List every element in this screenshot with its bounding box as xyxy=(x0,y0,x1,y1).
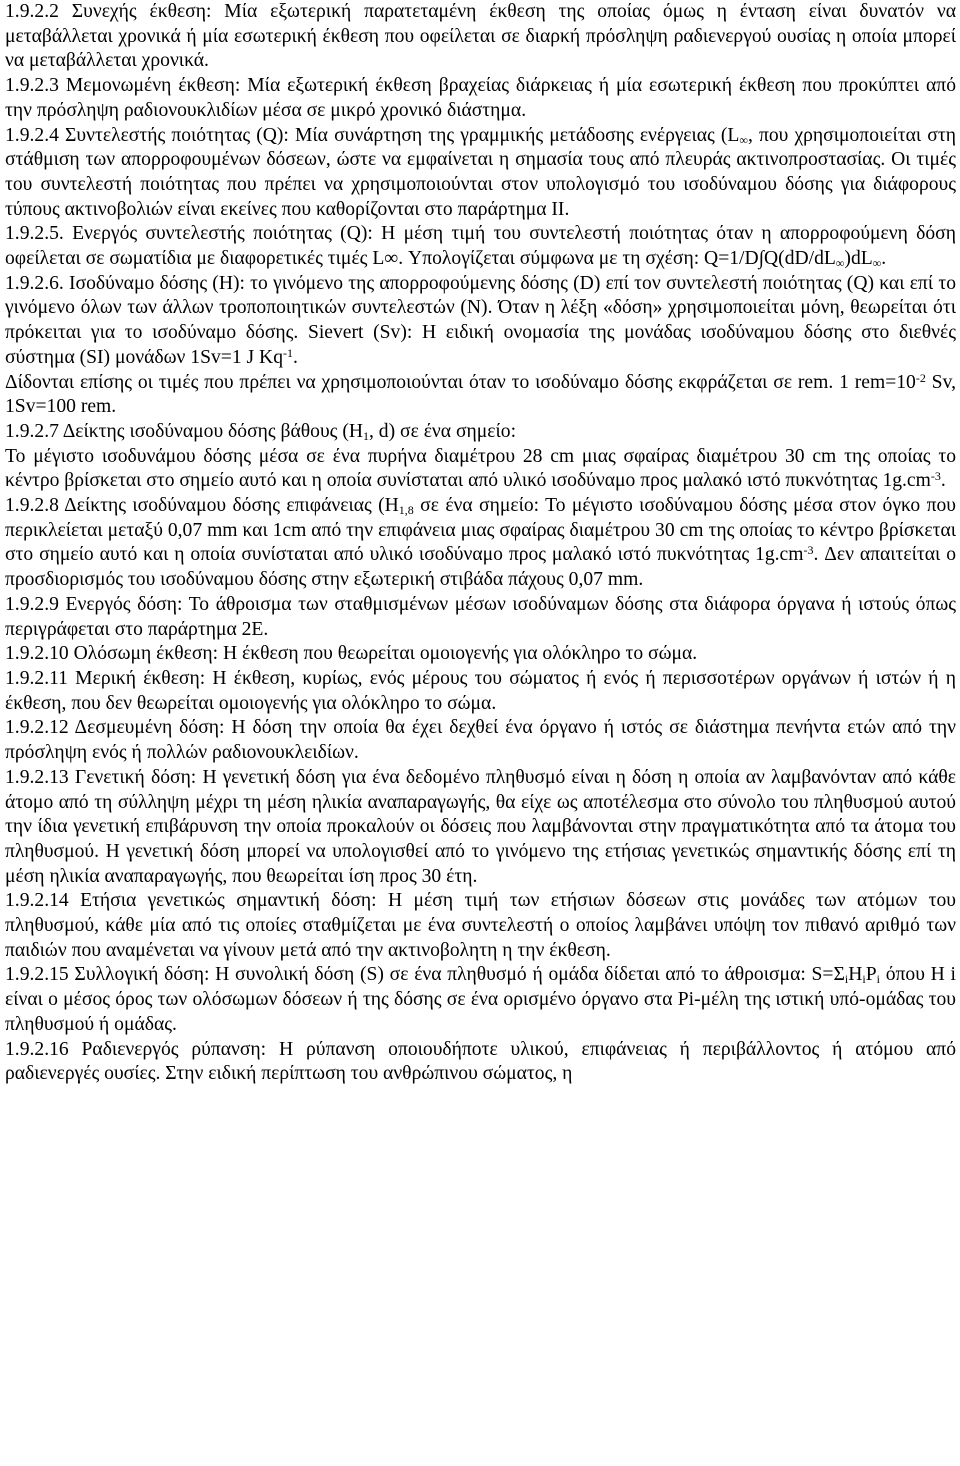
section-text: . Δεν απαιτείται ο προσδιορισμός του ισοδύναμου δόσης στην εξωτερική στιβάδα πάχους 0,07 mm. xyxy=(5,544,957,591)
section-1-9-2-3 xyxy=(5,74,956,123)
section-1-9-2-2 xyxy=(5,0,956,74)
section-text: 1.9.2.3 Μεμονωμένη έκθεση: Μία εξωτερική έκθεση βραχείας διάρκειας ή μία εσωτερική έκθεση που προκύπτει από την πρόσληψη ραδιονουκλιδίων μέσα σε μικρό χρονικό διάστημα. xyxy=(5,75,956,121)
section-text: , που χρησιμοποιείται στη στάθμιση των απορροφουμένων δόσεων, ώστε να εμφαίνεται η σημασία τους από πλευράς ακτινοπροστασίας. Οι τιμές του συντελεστή ποιότητας που πρέπει να χρησιμοποιούνται στον υπολογισμό του ισοδύναμου δόσης για διάφορους τύπους ακτινοβολιών είναι εκείνες που καθορίζονται στο παράρτημα ΙΙ. xyxy=(5,124,956,220)
subscript: 1,8 xyxy=(398,503,414,518)
section-text: 1.9.2.2 Συνεχής έκθεση: Μία εξωτερική παρατεταμένη έκθεση της οποίας όμως η ένταση είναι δυνατόν να μεταβάλλεται χρονικά ή μία εσωτερική έκθεση που οφείλεται σε διαρκή πρόσληψη ραδιενεργού ουσίας η οποία μπορεί να μεταβάλλεται χρονικά. xyxy=(5,1,956,72)
section-text: όπου Η i είναι ο μέσος όρος των ολόσωμων δόσεων ή της δόσης σε ένα ορισμένο όργανο στα Pi-μέλη της ιστική υπό-ομάδας του πληθυσμού ή ομάδας. xyxy=(5,964,956,1035)
subscript: i xyxy=(844,972,849,987)
section-text: Η xyxy=(848,964,863,986)
subscript: ∞ xyxy=(872,256,882,271)
section-1-9-2-4 xyxy=(5,124,956,223)
section-text: σε ένα σημείο: Το μέγιστο ισοδύναμου δόσης μέσα στον όγκο που περικλείεται μεταξύ 0,07 mm και 1cm από την επιφάνεια μιας σφαίρας διαμέτρου 30 cm της οποίας το κέντρο βρίσκεται στο σημείο αυτό και η οποία συνίσταται από υλικό ισοδύναμο προς μαλακό ιστό πυκνότητας 1g.cm xyxy=(5,495,956,566)
subscript: ∞ xyxy=(835,256,845,271)
section-1-9-2-6 xyxy=(5,272,956,371)
section-1-9-2-15 xyxy=(5,963,956,1037)
section-text: )dL xyxy=(844,248,873,270)
section-1-9-2-9 xyxy=(5,593,956,642)
section-text: 1.9.2.12 Δεσμευμένη δόση: Η δόση την οποία θα έχει δεχθεί ένα όργανο ή ιστός σε διάστημα πενήντα ετών από την πρόσληψη ενός ή πολλών ραδιονουκλειδίων. xyxy=(5,717,956,764)
section-1-9-2-16 xyxy=(5,1038,956,1087)
section-1-9-2-10 xyxy=(5,642,956,667)
section-text: 1.9.2.7 Δείκτης ισοδύναμου δόσης βάθους (Η xyxy=(5,420,363,442)
section-text: 1.9.2.9 Ενεργός δόση: Το άθροισμα των σταθμισμένων μέσων ισοδύναμων δόσης στα διάφορα όργανα ή ιστούς όπως περιγράφεται στο παράρτημα 2Ε. xyxy=(5,593,956,640)
subscript: ∞ xyxy=(739,132,748,147)
section-text: 1.9.2.8 Δείκτης ισοδύναμου δόσης επιφάνειας (Η xyxy=(5,495,399,517)
section-1-9-2-13 xyxy=(5,766,956,890)
section-1-9-2-14 xyxy=(5,889,956,963)
superscript: -1 xyxy=(283,345,294,360)
section-1-9-2-6-rem xyxy=(5,371,956,420)
section-text: 1.9.2.16 Ραδιενεργός ρύπανση: Η ρύπανση οποιουδήποτε υλικού, επιφάνειας ή περιβάλλοντος ή ατόμου από ραδιενεργές ουσίες. Στην ειδική περίπτωση του ανθρώπινου σώματος, η xyxy=(5,1038,956,1085)
subscript: 1 xyxy=(363,428,369,443)
section-text: 1.9.2.14 Ετήσια γενετικώς σημαντική δόση: Η μέση τιμή των ετήσιων δόσεων στις μονάδες των ατόμων του πληθυσμού, κάθε μία από τις οποίες σταθμίζεται με ένα συντελεστή ο οποίος λαμβάνει υπόψη τον πιθανό αριθμό των παιδιών που αναμένεται να γίνουν μετά από την ακτινοβολητη η την έκθεση. xyxy=(5,890,956,961)
section-text: . xyxy=(293,346,298,368)
section-text: 1.9.2.4 Συντελεστής ποιότητας (Q): Μία συνάρτηση της γραμμικής μετάδοσης ενέργειας (L xyxy=(5,124,740,146)
section-text: Sv, 1Sv=100 rem. xyxy=(5,371,957,418)
section-text: 1.9.2.15 Συλλογική δόση: Η συνολική δόση (S) σε ένα πληθυσμό ή ομάδα δίδεται από το άθροισμα: S=Σ xyxy=(5,964,845,986)
section-1-9-2-7-body xyxy=(5,445,956,494)
section-text: 1.9.2.5. Ενεργός συντελεστής ποιότητας (Q): Η μέση τιμή του συντελεστή ποιότητας όταν η απορροφούμενη δόση οφείλεται σε σωματίδια με διαφορετικές τιμές L∞. Υπολογίζεται σύμφωνα με τη σχέση: Q=1/D∫Q(dD/dL xyxy=(5,223,956,270)
section-text: Το μέγιστο ισοδυνάμου δόσης μέσα σε ένα πυρήνα διαμέτρου 28 cm μιας σφαίρας διαμέτρου 30 cm της οποίας το κέντρο βρίσκεται στο σημείο αυτό και η οποία συνίσταται από υλικό ισοδύναμο προς μαλακό ιστό πυκνότητας 1g.cm xyxy=(5,445,956,492)
section-text: . xyxy=(940,470,946,492)
section-text: 1.9.2.11 Μερική έκθεση: Η έκθεση, κυρίως, ενός μέρους του σώματος ή ενός ή περισσοτέρων οργάνων ή ιστών ή η έκθεση, που δεν θεωρείται ομοιογενής για ολόκληρο το σώμα. xyxy=(5,667,956,714)
superscript: -3 xyxy=(803,543,814,558)
superscript: -3 xyxy=(930,469,941,484)
section-1-9-2-7-heading xyxy=(5,420,956,445)
subscript: i xyxy=(876,972,880,987)
section-1-9-2-5 xyxy=(5,222,956,271)
superscript: -2 xyxy=(915,370,926,385)
section-text: , d) σε ένα σημείο: xyxy=(369,420,517,442)
section-1-9-2-12 xyxy=(5,716,956,765)
section-text: Δίδονται επίσης οι τιμές που πρέπει να χρησιμοποιούνται όταν το ισοδύναμο δόσης εκφράζεται σε rem. 1 rem=10 xyxy=(5,371,916,393)
subscript: i xyxy=(862,972,866,987)
section-text: . xyxy=(881,248,887,270)
section-text: 1.9.2.10 Ολόσωμη έκθεση: Η έκθεση που θεωρείται ομοιογενής για ολόκληρο το σώμα. xyxy=(5,643,698,665)
section-text: Ρ xyxy=(865,964,877,986)
section-text: 1.9.2.6. Ισοδύναμο δόσης (Η): το γινόμενο της απορροφούμενης δόσης (D) επί τον συντελεστή ποιότητας (Q) και επί το γινόμενο όλων των άλλων τροποποιητικών συντελεστών (Ν). Όταν η λέξη «δόση» χρησιμοποιείται μόνη, θεωρείται ότι πρόκειται για το ισοδύναμο δόσης. Sievert (Sv): Η ειδική ονομασία της μονάδας ισοδύναμου δόσης στο διεθνές σύστημα (SI) μονάδων 1Sv=1 J Kq xyxy=(5,272,956,368)
section-1-9-2-11 xyxy=(5,667,956,716)
section-1-9-2-8 xyxy=(5,494,956,593)
section-text: 1.9.2.13 Γενετική δόση: Η γενετική δόση για ένα δεδομένο πληθυσμό είναι η δόση η οποία αν λαμβανόνταν από κάθε άτομο από τη σύλληψη μέχρι τη μέση ηλικία αναπαραγωγής, θα είχε ως αποτέλεσμα στο σύνολο του πληθυσμού αυτού την ίδια γενετική επιβάρυνση την οποία προκαλούν οι δόσεις που λαμβάνονται στην πραγματικότητα από τα άτομα του πληθυσμού. Η γενετική δόση μπορεί να υπολογισθεί από το γινόμενο της ετήσιας γενετικώς σημαντικής δόσης επί τη μέση ηλικία αναπαραγωγής, που θεωρείται ίση προς 30 έτη. xyxy=(5,766,956,887)
